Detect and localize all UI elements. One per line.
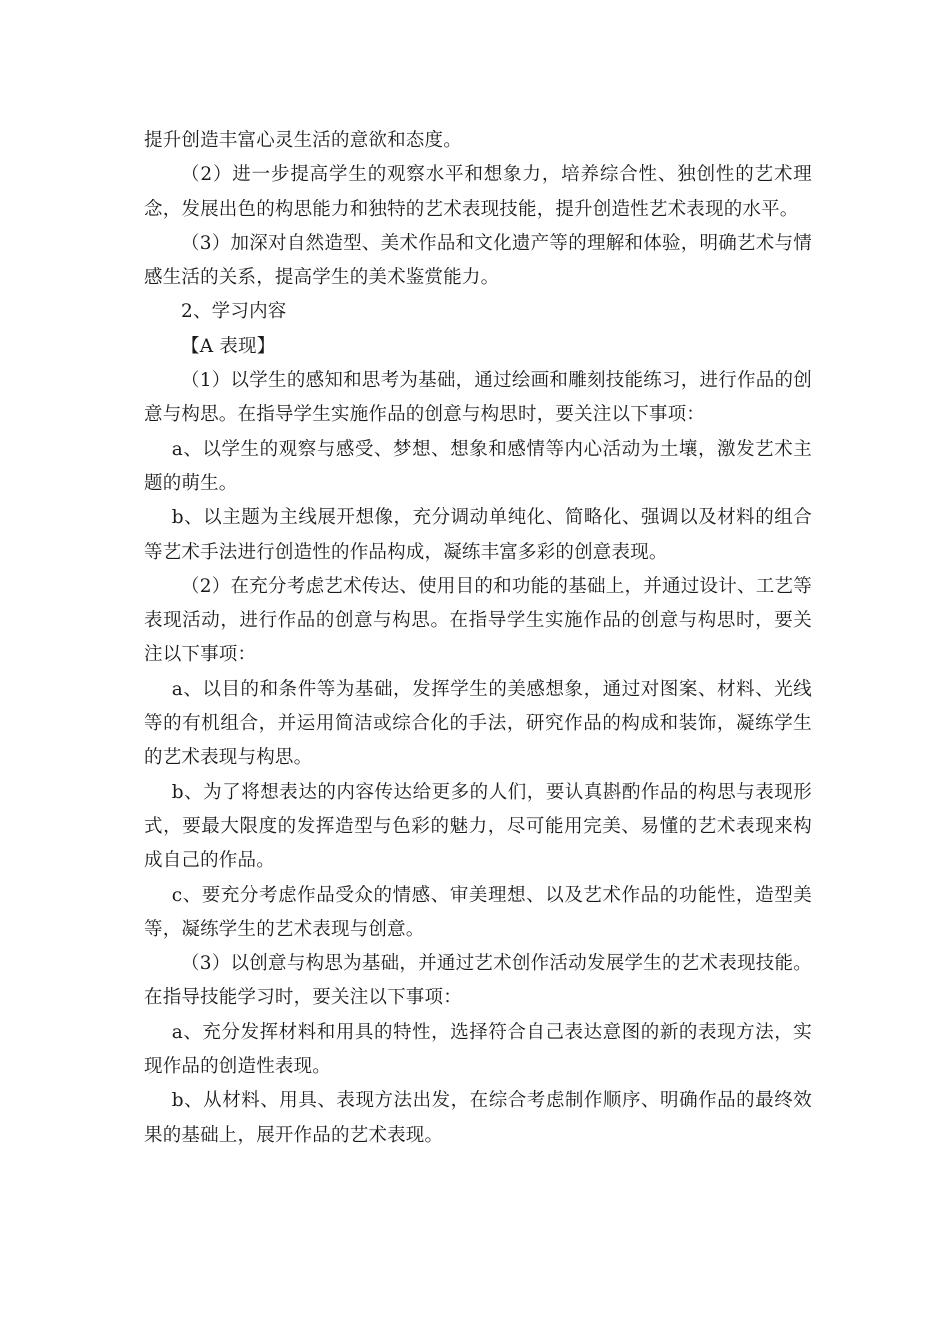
paragraph-intro-continuation: 提升创造丰富心灵生活的意欲和态度。: [144, 130, 462, 151]
list-item-1a: a、以学生的观察与感受、梦想、想象和感情等内心活动为土壤，激发艺术主题的萌生。: [144, 438, 812, 494]
list-item-3a: a、充分发挥材料和用具的特性，选择符合自己表达意图的新的表现方法，实现作品的创造性表现。: [144, 1021, 812, 1078]
paragraph-expression-2: （2）在充分考虑艺术传达、使用目的和功能的基础上，并通过设计、工艺等表现活动，进行作品的创意与构思。在指导学生实施作品的创意与构思时，要关注以下事项：: [144, 575, 812, 666]
paragraph-objective-2: （2）进一步提高学生的观察水平和想象力，培养综合性、独创性的艺术理念，发展出色的构思能力和独特的艺术表现技能，提升创造性艺术表现的水平。: [144, 164, 812, 220]
list-item-1b: b、以主题为主线展开想像，充分调动单纯化、简略化、强调以及材料的组合等艺术手法进行创造性的作品构成，凝练丰富多彩的创意表现。: [144, 507, 812, 563]
paragraph-expression-1: （1）以学生的感知和思考为基础，通过绘画和雕刻技能练习，进行作品的创意与构思。在指导学生实施作品的创意与构思时，要关注以下事项：: [144, 370, 812, 426]
subsection-heading-expression: 【A 表现】: [181, 335, 276, 357]
section-heading-learning-content: 2、学习内容: [181, 301, 287, 323]
document-body: [144, 124, 812, 1153]
list-item-2a: a、以目的和条件等为基础，发挥学生的美感想象，通过对图案、材料、光线等的有机组合，并运用简洁或综合化的手法，研究作品的构成和装饰，凝练学生的艺术表现与构思。: [144, 678, 812, 769]
list-item-3b: b、从材料、用具、表现方法出发，在综合考虑制作顺序、明确作品的最终效果的基础上，展开作品的艺术表现。: [144, 1090, 812, 1146]
paragraph-expression-3: （3）以创意与构思为基础，并通过艺术创作活动发展学生的艺术表现技能。在指导技能学习时，要关注以下事项：: [144, 953, 812, 1009]
list-item-2b: b、为了将想表达的内容传达给更多的人们，要认真斟酌作品的构思与表现形式，要最大限度的发挥造型与色彩的魅力，尽可能用完美、易懂的艺术表现来构成自己的作品。: [144, 781, 812, 872]
list-item-2c: c、要充分考虑作品受众的情感、审美理想、以及艺术作品的功能性，造型美等，凝练学生的艺术表现与创意。: [144, 884, 812, 940]
paragraph-objective-3: （3）加深对自然造型、美术作品和文化遗产等的理解和体验，明确艺术与情感生活的关系，提高学生的美术鉴赏能力。: [144, 232, 812, 289]
